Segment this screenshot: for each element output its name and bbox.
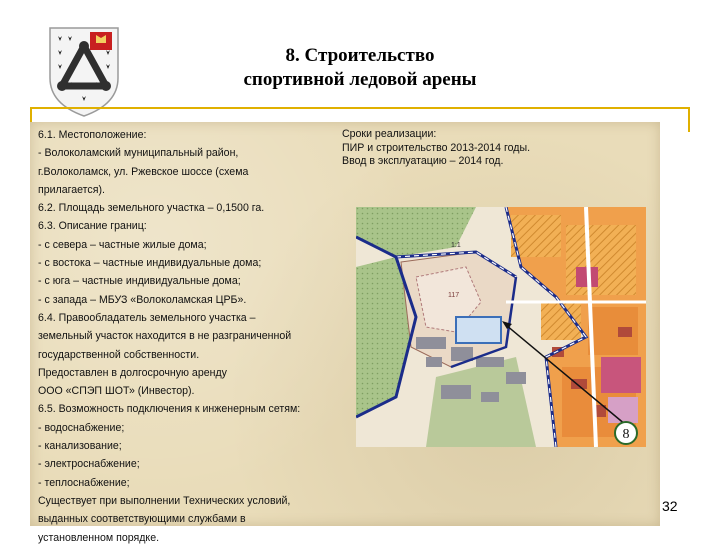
header-rule (30, 107, 690, 109)
text-line: 6.5. Возможность подключения к инженерным сетям: (38, 403, 301, 416)
text-line: - канализование; (38, 440, 122, 453)
header-rule-right-tick (688, 109, 690, 132)
timeline-line-1: Сроки реализации: (342, 128, 437, 140)
timeline-line-3: Ввод в эксплуатацию – 2014 год. (342, 155, 504, 167)
text-line: ООО «СПЭП ШОТ» (Инвестор). (38, 385, 195, 398)
text-line: прилагается). (38, 183, 105, 196)
site-description (38, 126, 350, 547)
text-line: 6.2. Площадь земельного участка – 0,1500 га. (38, 202, 265, 215)
text-line: - с востока – частные индивидуальные дома; (38, 257, 262, 270)
text-line: - с запада – МБУЗ «Волоколамская ЦРБ». (38, 293, 247, 306)
text-line: - теплоснабжение; (38, 476, 130, 489)
coat-of-arms-logo (46, 24, 122, 118)
site-number-label: 8 (622, 427, 630, 442)
text-line: - водоснабжение; (38, 421, 125, 434)
text-line: установленном порядке. (38, 531, 160, 544)
text-line: государственной собственности. (38, 348, 200, 361)
text-line: Существует при выполнении Технических условий, (38, 494, 291, 507)
text-line: 6.1. Местоположение: (38, 129, 147, 141)
page-number: 32 (662, 498, 678, 514)
text-line: выданных соответствующими службами в (38, 513, 246, 526)
page-title (150, 44, 570, 92)
text-line: - Волоколамский муниципальный район, (38, 147, 239, 160)
site-location-map (356, 207, 646, 447)
map-label-scale: 1:1 (451, 242, 461, 249)
text-line: г.Волоколамск, ул. Ржевское шоссе (схема (38, 165, 249, 178)
text-line: - с севера – частные жилые дома; (38, 238, 207, 251)
text-line: 6.3. Описание границ: (38, 220, 147, 233)
timeline-line-2: ПИР и строительство 2013-2014 годы. (342, 141, 531, 154)
map-label-plot: 117 (448, 292, 460, 299)
text-line: 6.4. Правообладатель земельного участка – (38, 311, 256, 324)
text-line: земельный участок находится в не разграниченной (38, 330, 292, 343)
text-line: - с юга – частные индивидуальные дома; (38, 275, 241, 288)
text-line: Предоставлен в долгосрочную аренду (38, 366, 227, 379)
title-line-2: спортивной ледовой арены (243, 69, 477, 90)
text-line: - электроснабжение; (38, 458, 140, 471)
implementation-timeline (342, 128, 592, 169)
title-line-1: 8. Строительство (285, 45, 435, 66)
